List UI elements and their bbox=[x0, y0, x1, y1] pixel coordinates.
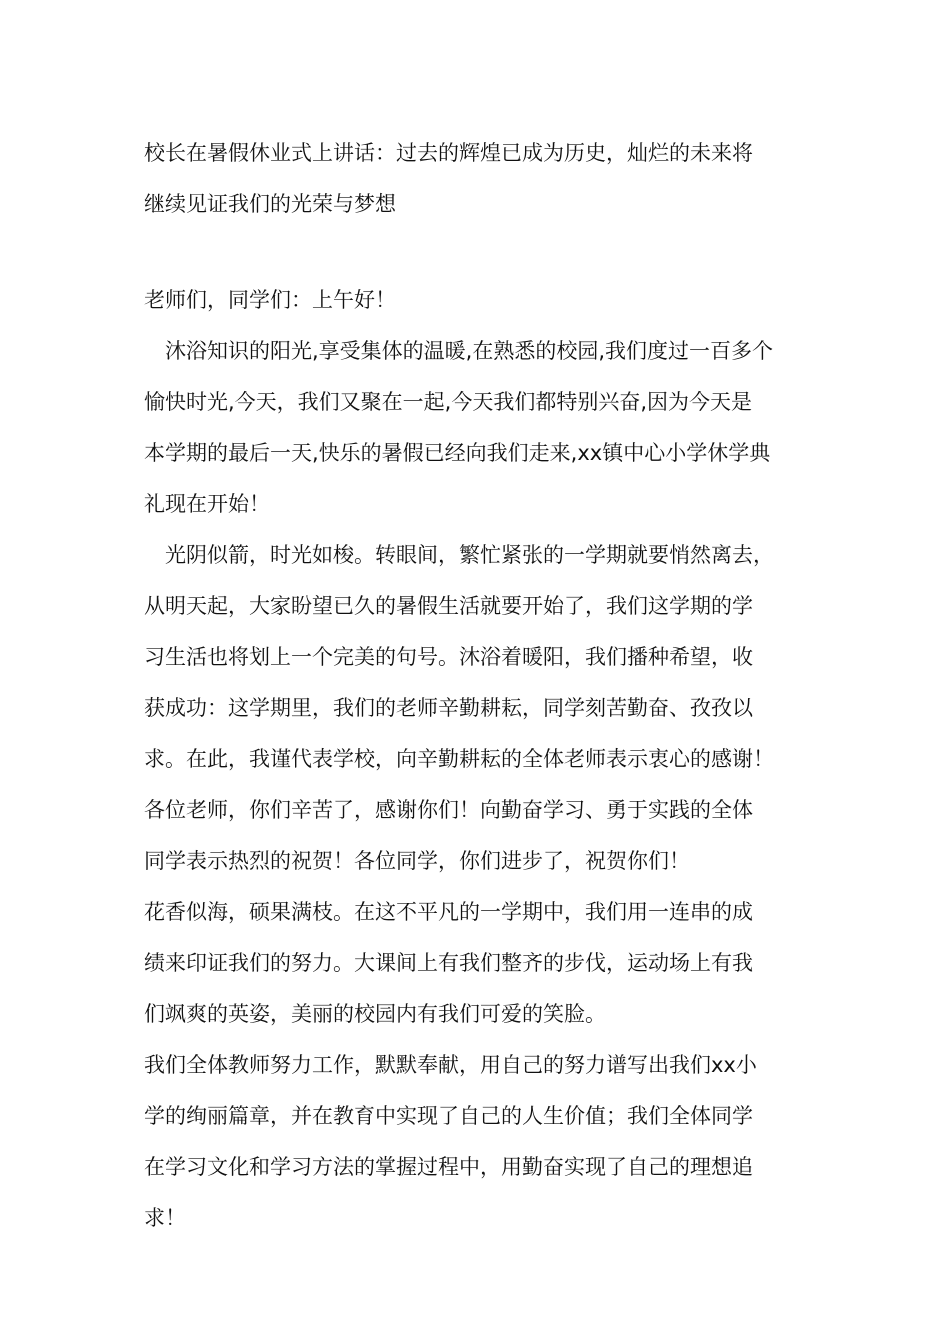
greeting-line: 老师们，同学们：上午好！ bbox=[144, 288, 396, 312]
paragraph-line: 我们全体教师努力工作，默默奉献，用自己的努力谱写出我们xx小 bbox=[144, 1053, 757, 1077]
paragraph-line: 沐浴知识的阳光,享受集体的温暖,在熟悉的校园,我们度过一百多个 bbox=[165, 339, 774, 363]
document-body bbox=[144, 275, 834, 1244]
paragraph-line: 绩来印证我们的努力。大课间上有我们整齐的步伐，运动场上有我 bbox=[144, 951, 753, 975]
paragraph-line: 在学习文化和学习方法的掌握过程中，用勤奋实现了自己的理想追 bbox=[144, 1155, 753, 1179]
paragraph-line: 同学表示热烈的祝贺！各位同学，你们进步了，祝贺你们！ bbox=[144, 849, 690, 873]
paragraph-line: 求！ bbox=[144, 1206, 186, 1230]
title-line: 校长在暑假休业式上讲话：过去的辉煌已成为历史，灿烂的未来将 bbox=[144, 141, 753, 165]
paragraph-line: 获成功：这学期里，我们的老师辛勤耕耘，同学刻苦勤奋、孜孜以 bbox=[144, 696, 753, 720]
paragraph-line: 本学期的最后一天,快乐的暑假已经向我们走来,xx镇中心小学休学典 bbox=[144, 441, 771, 465]
paragraph-line: 求。在此，我谨代表学校，向辛勤耕耘的全体老师表示衷心的感谢！ bbox=[144, 747, 774, 771]
paragraph-line: 各位老师，你们辛苦了，感谢你们！向勤奋学习、勇于实践的全体 bbox=[144, 798, 753, 822]
paragraph-line: 们飒爽的英姿，美丽的校园内有我们可爱的笑脸。 bbox=[144, 1002, 606, 1026]
paragraph-line: 习生活也将划上一个完美的句号。沐浴着暖阳，我们播种希望，收 bbox=[144, 645, 753, 669]
paragraph-line: 愉快时光,今天，我们又聚在一起,今天我们都特别兴奋,因为今天是 bbox=[144, 390, 753, 414]
paragraph-line: 学的绚丽篇章，并在教育中实现了自己的人生价值；我们全体同学 bbox=[144, 1104, 753, 1128]
paragraph-line: 礼现在开始！ bbox=[144, 492, 270, 516]
paragraph-line: 从明天起，大家盼望已久的暑假生活就要开始了，我们这学期的学 bbox=[144, 594, 753, 618]
paragraph-line: 光阴似箭，时光如梭。转眼间，繁忙紧张的一学期就要悄然离去， bbox=[165, 543, 774, 567]
title-line: 继续见证我们的光荣与梦想 bbox=[144, 192, 396, 216]
paragraph-line: 花香似海，硕果满枝。在这不平凡的一学期中，我们用一连串的成 bbox=[144, 900, 753, 924]
document-title bbox=[144, 128, 834, 230]
